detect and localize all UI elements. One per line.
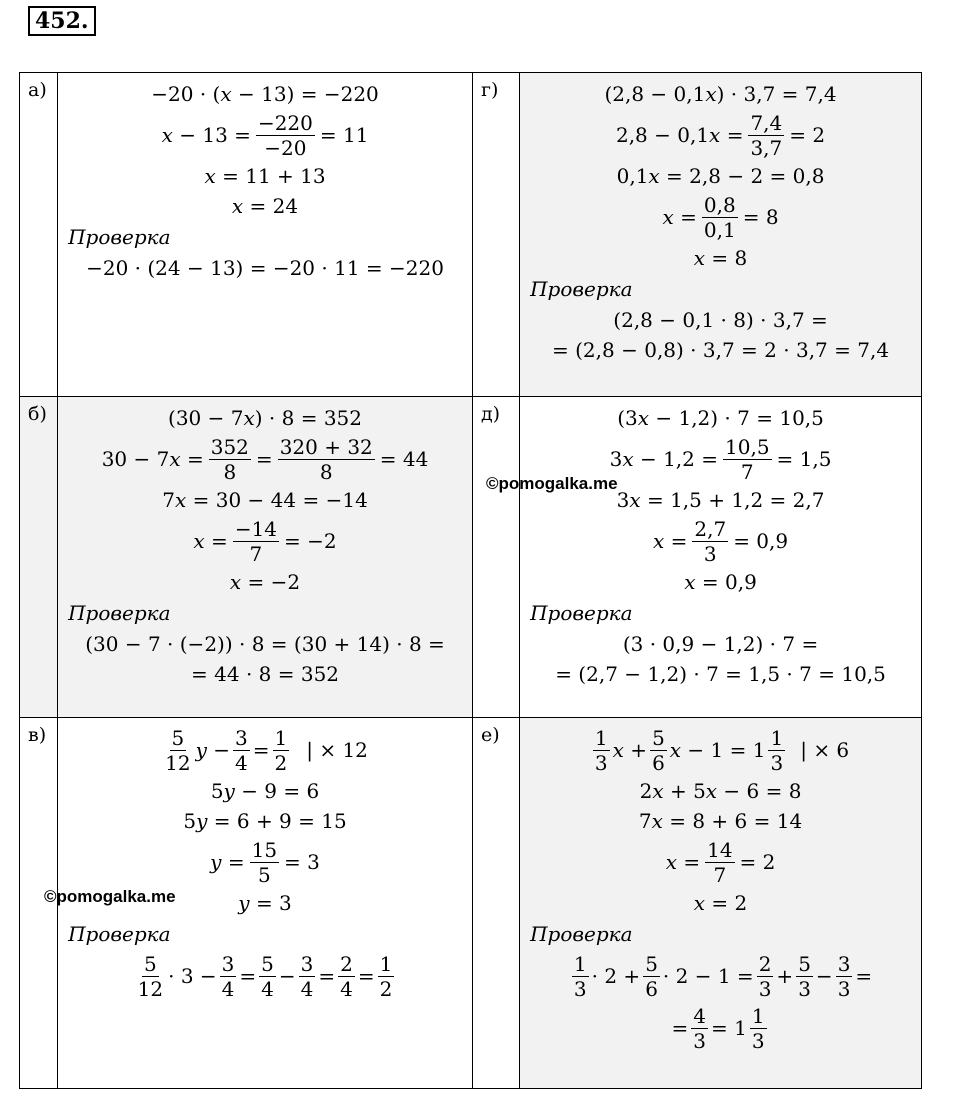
check-heading: Проверка	[530, 601, 633, 625]
check-line: (30 − 7 · (−2)) · 8 = (30 + 14) · 8 =	[85, 632, 445, 656]
equation-line: 𝑥 = 11 + 13	[204, 164, 326, 188]
fraction: $\frac{3}{4}$	[235, 725, 248, 775]
label-e: е)	[480, 724, 500, 746]
fraction: $\frac{0,8}{0,1}$	[703, 192, 736, 242]
fraction: $\frac{2}{3}$	[758, 951, 772, 1001]
cell-label-g	[472, 73, 519, 397]
check-line: = $\frac{4}{3}$ = 1 $\frac{1}{3}$	[671, 1003, 765, 1053]
fraction: $\frac{15}{5}$	[251, 837, 278, 887]
fraction: $\frac{1}{3}$	[573, 951, 587, 1001]
watermark: ©pomogalka.me	[44, 887, 176, 906]
label-b: б)	[28, 403, 47, 425]
fraction: $\frac{1}{2}$	[379, 951, 393, 1001]
check-heading: Проверка	[68, 601, 171, 625]
equation-line: 𝑥 = 24	[231, 194, 299, 218]
equation-line: 5𝑦 − 9 = 6	[210, 779, 320, 803]
equation-line: 3𝑥 − 1,2 = $\frac{10,5}{7}$ = 1,5	[609, 434, 832, 484]
equation-line: 0,1𝑥 = 2,8 − 2 = 0,8	[616, 164, 825, 188]
equation-line: 𝑥 = $\frac{-14}{7}$ = −2	[193, 516, 337, 566]
equation-line: 𝑥 = 2	[693, 891, 748, 915]
equation-line: 2𝑥 + 5𝑥 − 6 = 8	[639, 779, 802, 803]
label-d: д)	[480, 403, 501, 425]
fraction: $\frac{2}{4}$	[340, 951, 353, 1001]
fraction: $\frac{1}{3}$	[751, 1003, 765, 1053]
fraction: $\frac{10,5}{7}$	[725, 434, 770, 484]
watermark: ©pomogalka.me	[486, 474, 618, 493]
fraction: $\frac{14}{7}$	[707, 837, 733, 887]
fraction: $\frac{3}{4}$	[300, 951, 314, 1001]
equation-line: 𝑥 = $\frac{2,7}{3}$ = 0,9	[652, 516, 789, 566]
equation-line: (3𝑥 − 1,2) · 7 = 10,5	[617, 406, 824, 430]
fraction: $\frac{352}{8}$	[210, 434, 249, 484]
label-v: в)	[28, 724, 47, 746]
solution-d	[520, 397, 922, 718]
equation-line: 𝑦 = 3	[238, 891, 292, 915]
equation-line: −20 · (𝑥 − 13) = −220	[151, 82, 379, 106]
table-row	[20, 73, 922, 397]
fraction: $\frac{-14}{7}$	[234, 516, 278, 566]
check-heading: Проверка	[530, 277, 633, 301]
cell-label-d	[472, 397, 519, 718]
equation-line: 𝑦 = $\frac{15}{5}$ = 3	[210, 837, 320, 887]
equation-line: 7𝑥 = 8 + 6 = 14	[638, 809, 803, 833]
check-line: = 44 · 8 = 352	[191, 662, 340, 686]
fraction: $\frac{1}{2}$	[274, 725, 288, 775]
solution-b	[58, 397, 473, 718]
fraction: $\frac{320 + 32}{8}$	[279, 434, 373, 484]
check-line: (3 · 0,9 − 1,2) · 7 =	[622, 632, 819, 656]
fraction: $\frac{1}{3}$	[594, 725, 608, 775]
label-g: г)	[480, 79, 499, 101]
cell-label-a	[20, 73, 58, 397]
fraction: $\frac{3}{3}$	[837, 951, 851, 1001]
solution-a	[58, 73, 473, 397]
task-number: 452.	[28, 6, 96, 36]
check-heading: Проверка	[530, 922, 633, 946]
fraction: $\frac{5}{4}$	[261, 951, 274, 1001]
check-heading: Проверка	[68, 225, 171, 249]
solution-g	[520, 73, 922, 397]
cell-label-b	[20, 397, 58, 718]
equation-line: 𝑥 = −2	[229, 570, 301, 594]
equation-line: $\frac{5}{12}$ 𝑦 − $\frac{3}{4}$ = $\frac{1}{2}$ | × 12	[165, 725, 368, 775]
label-a: а)	[28, 79, 47, 101]
check-line: $\frac{5}{12}$ · 3 − $\frac{3}{4}$ = $\frac{5}{4}$ − $\frac{3}{4}$ = $\frac{2}{4}$ = $\frac{1}{2}$	[137, 951, 393, 1001]
solution-e	[520, 718, 922, 1089]
fraction: $\frac{3}{4}$	[221, 951, 235, 1001]
table-row	[20, 397, 922, 718]
check-line: (2,8 − 0,1 · 8) · 3,7 =	[613, 308, 828, 332]
check-line: −20 · (24 − 13) = −20 · 11 = −220	[86, 256, 444, 280]
fraction: $\frac{-220}{-20}$	[257, 110, 313, 160]
fraction: $\frac{5}{12}$	[137, 951, 164, 1001]
check-line: = (2,7 − 1,2) · 7 = 1,5 · 7 = 10,5	[555, 662, 886, 686]
equation-line: (2,8 − 0,1𝑥) · 3,7 = 7,4	[604, 82, 837, 106]
check-line: = (2,8 − 0,8) · 3,7 = 2 · 3,7 = 7,4	[552, 338, 890, 362]
equation-line: 3𝑥 = 1,5 + 1,2 = 2,7	[616, 488, 825, 512]
equation-line: 𝑥 = 0,9	[684, 570, 757, 594]
fraction: $\frac{4}{3}$	[693, 1003, 706, 1053]
fraction: $\frac{5}{12}$	[165, 725, 191, 775]
equation-line: $\frac{1}{3}$ 𝑥 + $\frac{5}{6}$ 𝑥 − 1 = 1 $\frac{1}{3}$ | × 6	[594, 725, 850, 775]
equation-line: 𝑥 = $\frac{0,8}{0,1}$ = 8	[662, 192, 779, 242]
equation-line: (30 − 7𝑥) · 8 = 352	[168, 406, 363, 430]
fraction: $\frac{5}{6}$	[652, 725, 665, 775]
equation-line: 2,8 − 0,1𝑥 = $\frac{7,4}{3,7}$ = 2	[615, 110, 826, 160]
equation-line: 7𝑥 = 30 − 44 = −14	[162, 488, 368, 512]
check-heading: Проверка	[68, 922, 171, 946]
equation-line: 5𝑦 = 6 + 9 = 15	[183, 809, 347, 833]
solutions-table	[19, 72, 922, 1089]
fraction: $\frac{1}{3}$	[770, 725, 784, 775]
equation-line: 𝑥 = 8	[693, 246, 748, 270]
check-line: $\frac{1}{3}$ · 2 + $\frac{5}{6}$ · 2 − 1 = $\frac{2}{3}$ + $\frac{5}{3}$ − $\frac{3}{3}$ =	[573, 951, 873, 1001]
cell-label-e	[472, 718, 519, 1089]
fraction: $\frac{7,4}{3,7}$	[750, 110, 783, 160]
fraction: $\frac{2,7}{3}$	[694, 516, 727, 566]
equation-line: 𝑥 − 13 = $\frac{-220}{-20}$ = 11	[161, 110, 369, 160]
equation-line: 30 − 7𝑥 = $\frac{352}{8}$ = $\frac{320 + 32}{8}$ = 44	[101, 434, 429, 484]
fraction: $\frac{5}{3}$	[798, 951, 811, 1001]
fraction: $\frac{5}{6}$	[645, 951, 658, 1001]
equation-line: 𝑥 = $\frac{14}{7}$ = 2	[665, 837, 776, 887]
